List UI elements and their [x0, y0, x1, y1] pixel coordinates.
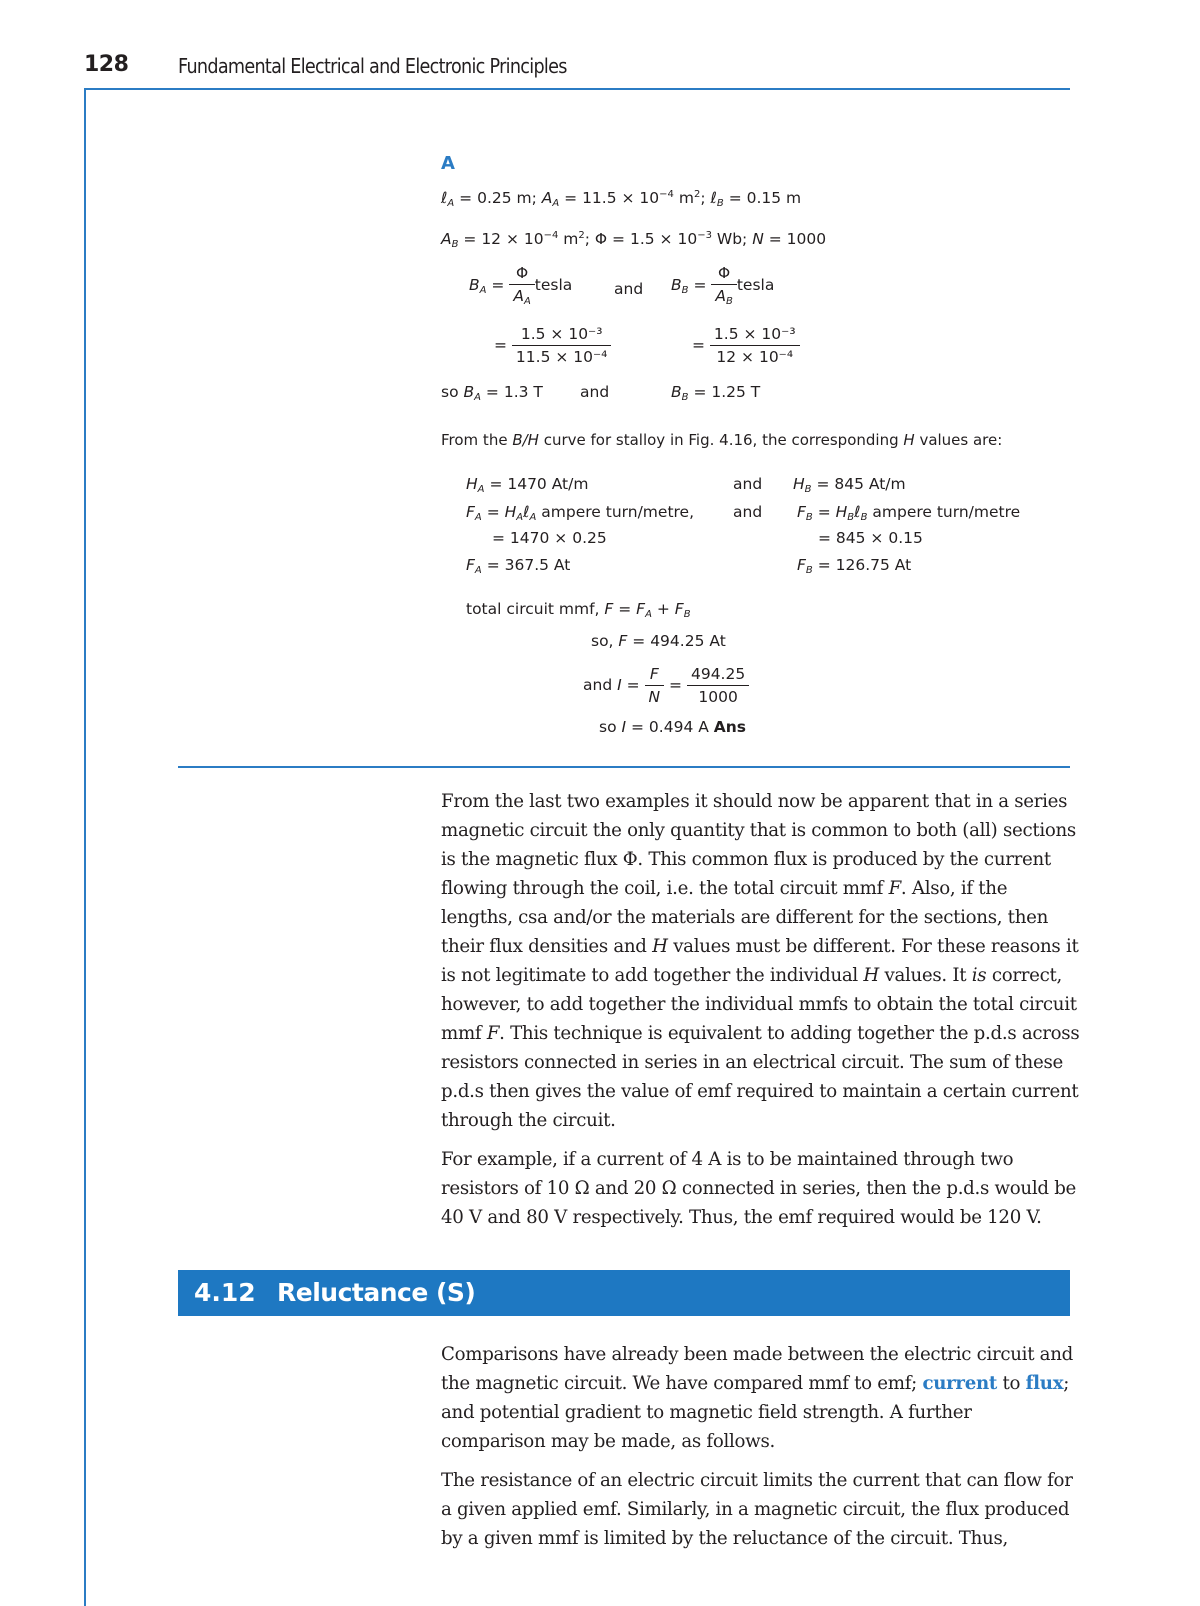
header-rule — [84, 88, 1070, 90]
total-mmf-formula: total circuit mmf, $F = F_A + F_B$ — [466, 600, 691, 620]
mmf-a-result: $F_A = 367.5$ At — [466, 556, 571, 576]
body-text — [441, 787, 1081, 1232]
mmf-b-product: = 845 × 0.15 — [818, 529, 923, 547]
paragraph: For example, if a current of 4 A is to be maintained through two resistors of 10 Ω and 20 Ω connected in series, then the p.d.s would be 40 V and 80 V respectively. Thus, the emf required would be 120 V. — [441, 1149, 1076, 1228]
section-number: 4.12 — [194, 1278, 256, 1307]
section-title: Reluctance (S) — [277, 1278, 476, 1307]
field-strength-a: $H_A = 1470$ At/m — [466, 475, 589, 495]
section-body-text — [441, 1340, 1081, 1553]
paragraph: The resistance of an electric circuit limits the current that can flow for a given applied emf. Similarly, in a magnetic circuit, the flux produced by a given mmf is limited by the reluctance of the circuit. Thus, — [441, 1470, 1073, 1549]
section-heading-bar — [178, 1270, 1070, 1316]
flux-density-b-result: $B_B = 1.25$ T — [671, 383, 761, 403]
given-line-1: ℓ$_A$ = 0.25 m; $A_A = 11.5 \times 10^{-4}$ $m^2$; ℓ$_B$ = 0.15 m — [441, 189, 802, 209]
flux-density-b-substitution: = $\frac{\text{1.5 × 10⁻³}}{\text{12 × 10⁻⁴}}$ — [692, 325, 800, 366]
keyword-current: current — [922, 1373, 997, 1394]
curve-note: From the B/H curve for stalloy in Fig. 4.16, the corresponding H values are: — [441, 431, 1003, 449]
running-title: Fundamental Electrical and Electronic Principles — [178, 54, 567, 78]
and-word: and — [580, 383, 610, 401]
and-word: and — [614, 280, 644, 298]
mmf-a-product: = 1470 × 0.25 — [492, 529, 607, 547]
current-answer: so I = 0.494 A Ans — [599, 718, 747, 736]
flux-density-a-result: so $B_A = 1.3$ T — [441, 383, 543, 403]
and-word: and — [733, 475, 763, 493]
mmf-a-formula: $F_A$ = $H_A\ell_A$ ampere turn/metre, — [466, 503, 695, 523]
flux-density-a-substitution: = $\frac{\text{1.5 × 10⁻³}}{\text{11.5 × 10⁻⁴}}$ — [494, 325, 611, 366]
example-end-rule — [178, 766, 1070, 768]
flux-density-a-formula: $B_A$ = $\frac{\Phi}{A_A}$ tesla — [469, 264, 573, 307]
mmf-b-formula: $F_B$ = $H_B\ell_B$ ampere turn/metre — [797, 503, 1021, 523]
given-line-2: $A_B = 12 \times 10^{-4}$ $m^2$; $\Phi = 1.5 \times 10^{-3}$ Wb; N = 1000 — [441, 230, 827, 250]
total-mmf-result: so, F = 494.25 At — [591, 632, 726, 650]
field-strength-b: $H_B = 845$ At/m — [793, 475, 906, 495]
and-word: and — [733, 503, 763, 521]
paragraph: From the last two examples it should now be apparent that in a series magnetic circuit the only quantity that is common to both (all) sections is the magnetic flux Φ. This common flux is produced by the current flowing through the coil, i.e. the total circuit mmf F. Also, if the lengths, csa and/or the materials are different for the sections, then their flux densities and H values must be different. For these reasons it is not legitimate to add together the individual H values. It is correct, however, to add together the individual mmfs to obtain the total circuit mmf F. This technique is equivalent to adding together the p.d.s across resistors connected in series in an electrical circuit. The sum of these p.d.s then gives the value of emf required to maintain a certain current through the circuit. — [441, 791, 1080, 1131]
mmf-b-result: $F_B = 126.75$ At — [797, 556, 912, 576]
solution-label: A — [441, 153, 455, 174]
margin-rule — [84, 88, 86, 1606]
paragraph: Comparisons have already been made between the electric circuit and the magnetic circuit. We have compared mmf to emf; current to flux; and potential gradient to magnetic field strength. A further comparison may be made, as follows. — [441, 1344, 1073, 1452]
keyword-flux: flux — [1025, 1373, 1064, 1394]
current-formula: and I = $\frac{F}{N}$ = $\frac{494.25}{1000}$ — [583, 665, 749, 706]
page-number: 128 — [84, 52, 129, 77]
flux-density-b-formula: $B_B$ = $\frac{\Phi}{A_B}$ tesla — [671, 264, 775, 307]
